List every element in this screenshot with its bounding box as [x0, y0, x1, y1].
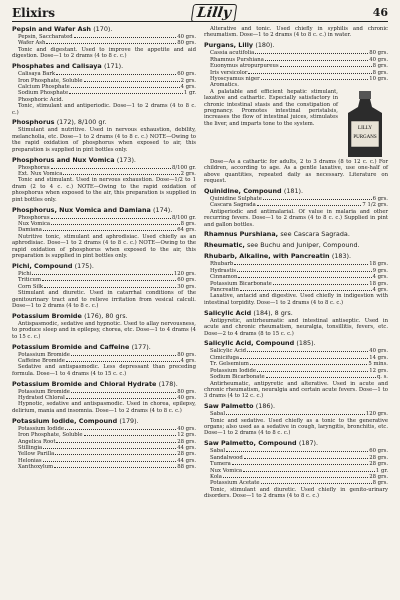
- leader-dots: [74, 34, 177, 38]
- formula-entry: [204, 231, 388, 239]
- formula-entry: [204, 340, 388, 399]
- ingredient-name: Sabal: [210, 411, 226, 418]
- ingredient-quantity: 8 grs.: [372, 69, 388, 76]
- leader-dots: [56, 71, 176, 75]
- leader-dots: [247, 348, 368, 352]
- formula-title: [12, 63, 196, 71]
- ingredient-quantity: 8 grs.: [180, 220, 196, 227]
- ingredient-name: Phosphoric Acid.: [18, 96, 64, 103]
- ingredient-name: Pancreatin: [210, 287, 239, 294]
- leader-dots: [71, 84, 180, 88]
- leader-dots: [42, 277, 176, 281]
- leader-dots: [69, 90, 183, 94]
- ingredient-name: Potassium Acetate: [210, 480, 260, 487]
- formula-name: Salicylic Acid, Compound: [204, 339, 295, 348]
- leader-dots: [54, 464, 176, 468]
- leader-dots: [46, 40, 176, 44]
- ingredient-quantity: 18 grs.: [369, 280, 388, 287]
- leader-dots: [240, 355, 368, 359]
- formula-description: A palatable and efficient hepatic stimulant, laxative and cathartic. Especially satisfactory in chronic intestinal stasis and the constipation of pregnancy. Promotes intestinal peristalsis, increases the flow of intestinal juices, stimulates the liver, and imparts tone to the system.: [204, 88, 338, 127]
- bottle-label-product: PURGANS: [353, 134, 377, 140]
- ingredient-name: Calcium Phosphate: [18, 83, 70, 90]
- formula-number: (175).: [74, 261, 94, 270]
- ingredient-name: Damiana: [18, 227, 42, 234]
- formula-name: Pepsin and Wafer Ash: [12, 25, 91, 33]
- leader-dots: [43, 227, 176, 231]
- leader-dots: [243, 468, 375, 472]
- ingredient-quantity: 10 grs.: [369, 75, 388, 82]
- ingredient-quantity: 28 grs.: [369, 461, 388, 468]
- ingredient-quantity: 4 grs.: [180, 357, 196, 364]
- ingredient-quantity: 40 grs.: [177, 395, 196, 402]
- formula-description: Laxative, antacid and digestive. Used chiefly in indigestion with intestinal torpidity. Dose—1 to 2 drams (4 to 8 c. c.): [204, 293, 388, 306]
- formula-number: (184), 8 grs.: [253, 308, 293, 317]
- leader-dots: [226, 411, 365, 415]
- formula-title: [204, 42, 388, 50]
- ingredient-name: Rhubarb: [210, 261, 234, 268]
- leader-dots: [84, 432, 177, 436]
- formula-number: (180).: [255, 41, 275, 50]
- formula-name: Saw Palmetto: [204, 402, 254, 411]
- leader-dots: [240, 287, 372, 291]
- ingredient-name: Tumera: [210, 461, 231, 468]
- leader-dots: [263, 196, 372, 200]
- ingredient-quantity: 88 grs.: [177, 464, 196, 471]
- formula-description: Alterative and tonic. Used chiefly in syphilis and chronic rheumatism. Dose—1 to 2 drams (4 to 8 c. c.) in water.: [204, 26, 388, 39]
- formula-name: Phosphorus: [12, 118, 55, 127]
- leader-dots: [255, 50, 368, 54]
- formula-entry: [12, 418, 196, 471]
- ingredient-quantity: 28 grs.: [369, 454, 388, 461]
- formula-name: Phosphorus and Nux Vomica: [12, 155, 115, 164]
- ingredient-quantity: 28 grs.: [369, 473, 388, 480]
- ingredient-name: Wafer Ash: [18, 40, 46, 47]
- formula-description: Hypnotic, sedative and antispasmodic. Used in chorea, epilepsy, delirium, mania and insomnia. Dose—1 to 2 drams (4 to 8 c. c.): [12, 401, 196, 414]
- formula-name: Pichi, Compound: [12, 261, 73, 270]
- formula-entry: [204, 188, 388, 228]
- formula-description: Antispasmodic, sedative and hypnotic. Used to allay nervousness, to produce sleep and in epilepsy, chorea, etc. Dose—1 to 4 drams (4 to 15 c. c.): [12, 320, 196, 340]
- formula-title: [204, 188, 388, 196]
- ingredient-quantity: 4 grs.: [372, 274, 388, 281]
- leader-dots: [32, 271, 173, 275]
- formula-title: [12, 344, 196, 352]
- lilly-logo: Lilly: [191, 4, 237, 22]
- right-column: [204, 26, 388, 503]
- ingredient-quantity: 60 grs.: [369, 448, 388, 455]
- formula-entry: [12, 207, 196, 260]
- formula-description: Stimulant and diuretic. Used in catarrhal conditions of the genitourinary tract and to relieve irritation from vesical calculi. Dose—1 to 2 drams (4 to 8 c. c.): [12, 290, 196, 309]
- leader-dots: [55, 451, 176, 455]
- leader-dots: [226, 448, 368, 452]
- ingredient-name: Salicylic Acid: [210, 348, 247, 355]
- ingredient-quantity: 80 grs.: [177, 40, 196, 47]
- ingredient-name: Quinidine Sulphate: [210, 195, 262, 202]
- ingredient-quantity: 5 mins.: [368, 361, 388, 368]
- section-title: Elixirs: [12, 5, 56, 20]
- formula-number: (187).: [298, 439, 319, 448]
- formula-title: [12, 263, 196, 271]
- formula-number: see Buchu and Juniper, Compound.: [247, 241, 360, 250]
- formula-title: [204, 310, 388, 318]
- ingredient-name: Hydrastis: [210, 267, 236, 274]
- ingredient-quantity: 28 grs.: [177, 438, 196, 445]
- ingredient-quantity: 7 1/2 grs.: [362, 202, 388, 209]
- leader-dots: [266, 374, 376, 378]
- ingredient-name: Potassium Iodide: [210, 367, 256, 374]
- ingredient-name: Sandalwood: [210, 454, 243, 461]
- leader-dots: [238, 274, 371, 278]
- formula-name: Salicylic Acid: [204, 308, 252, 317]
- ingredient-quantity: 60 grs.: [177, 71, 196, 78]
- ingredient-quantity: 44 grs.: [177, 445, 196, 451]
- formula-number: (183).: [331, 252, 352, 261]
- formula-title: [12, 418, 196, 426]
- formula-number: see Cascara Sagrada.: [280, 230, 350, 239]
- formula-description: Tonic and sedative. Used chiefly as a tonic to the generative organs; also used as a sedative in cough, laryngitis, bronchitis, etc. Dose—1 to 2 drams (4 to 8 c. c.): [204, 417, 388, 437]
- ingredient-quantity: 64 grs.: [177, 227, 196, 234]
- formula-title: [12, 157, 196, 165]
- ingredient-quantity: 40 grs.: [369, 56, 388, 63]
- page-number: 46: [372, 6, 388, 19]
- ingredient-quantity: 120 grs.: [173, 270, 196, 277]
- ingredient-quantity: 80 grs.: [177, 388, 196, 395]
- ingredient-name: Ext. Nux Vomica: [18, 171, 63, 177]
- formula-entry: [204, 242, 388, 250]
- leader-dots: [56, 439, 176, 443]
- ingredient-name: Potassium Iodide: [18, 425, 64, 432]
- ingredient-quantity: 4 grs.: [372, 287, 388, 294]
- formula-number: (181).: [283, 186, 304, 195]
- ingredient-name: Cassia acutifolia: [210, 50, 255, 57]
- ingredient-name: Corn Silk: [18, 283, 44, 290]
- ingredient-name: Cinnamon: [210, 274, 238, 281]
- formula-number: (185).: [296, 339, 316, 348]
- formula-name: Saw Palmetto, Compound: [204, 439, 297, 448]
- ingredient-name: Hydrated Chloral: [18, 395, 65, 402]
- ingredient-name: Phosphorus: [18, 164, 50, 171]
- ingredient-quantity: 2 grs.: [180, 77, 196, 84]
- ingredient-quantity: 8/100 gr.: [172, 214, 196, 221]
- formula-description: Sedative and antispasmodic. Less depressant than preceding formula. Dose—1 to 4 drams (4 to 15 c. c.): [12, 364, 196, 377]
- formula-description: Antiperiodic and antimalarial. Of value in malaria and other recurring fevers. Dose—1 to 2 drams (4 to 8 c. c.) Supplied in pint and gallon bottles.: [204, 208, 388, 228]
- leader-dots: [248, 70, 371, 74]
- ingredient-quantity: 12 grs.: [177, 432, 196, 439]
- formula-number: (172), 8/100 gr.: [56, 118, 107, 127]
- ingredient-quantity: 1 gr.: [375, 467, 388, 474]
- leader-dots: [280, 63, 372, 67]
- ingredient-quantity: q. s.: [376, 374, 388, 381]
- leader-dots: [265, 57, 368, 61]
- ingredient-name: Cimicifuga: [210, 354, 240, 361]
- formula-entry: [12, 63, 196, 116]
- ingredient-name: Tr. Gelsemium: [210, 361, 249, 368]
- leader-dots: [43, 458, 177, 462]
- ingredient-quantity: 30 grs.: [177, 283, 196, 290]
- formula-name: Purgans, Lilly: [204, 41, 254, 50]
- leader-dots: [84, 78, 180, 82]
- formula-entry: [204, 26, 388, 39]
- ingredient-name: Hyoscyamus niger: [210, 75, 260, 82]
- formula-entry: [204, 440, 388, 499]
- leader-dots: [51, 165, 171, 169]
- ingredient-name: Aromatics.: [210, 82, 239, 89]
- bottle-section: [204, 89, 388, 159]
- ingredient-quantity: 4 grs.: [180, 83, 196, 90]
- formula-name: Potassium Bromide and Caffeine: [12, 342, 130, 351]
- leader-dots: [237, 268, 372, 272]
- ingredient-quantity: 8 grs.: [372, 480, 388, 487]
- ingredient-quantity: 80 grs.: [177, 351, 196, 358]
- formula-entry: [12, 157, 196, 203]
- ingredient-quantity: 40 grs.: [369, 348, 388, 355]
- formula-description: Tonic, stimulant and diuretic. Used chiefly in genito-urinary disorders. Dose—1 to 2 drams (4 to 8 c. c.): [204, 486, 388, 500]
- leader-dots: [66, 358, 180, 362]
- leader-dots: [261, 480, 372, 484]
- ingredient-name: Sabal: [210, 448, 226, 455]
- ingredient-quantity: 40 grs.: [177, 425, 196, 432]
- formula-number: (179).: [119, 416, 139, 425]
- formula-title: [12, 207, 196, 215]
- ingredient-name: Helonias: [18, 457, 42, 464]
- left-column: [12, 26, 196, 503]
- formula-number: (173).: [116, 155, 136, 164]
- formula-number: (186).: [255, 402, 276, 411]
- formula-entry: [204, 253, 388, 306]
- formula-entry: [204, 42, 388, 184]
- formula-title: [204, 440, 388, 448]
- formula-description: Tonic and digestant. Used to improve the appetite and aid digestion. Dose—1 to 2 drams (4 to 8 c. c.): [12, 46, 196, 60]
- leader-dots: [51, 221, 180, 225]
- formula-title: [204, 403, 388, 411]
- formula-number: (177).: [131, 342, 151, 351]
- formula-description: Nutritive tonic, stimulant and aphrodisiac. Used chiefly as an aphrodisiac. Dose—1 to 2 drams (4 to 8 c. c.) NOTE—Owing to the rapid oxidation of phosphorus when exposed to the air, this preparation is supplied in pint bottles only.: [12, 233, 196, 259]
- ingredient-name: Calisaya Bark: [18, 71, 56, 78]
- ingredient-name: Kola: [210, 473, 222, 480]
- formula-description: Tonic and stimulant. Used in nervous exhaustion. Dose—1/2 to 1 dram (2 to 4 c. c.) NOTE—Owing to the rapid oxidation of phosphorus when exposed to the air, this preparation is supplied in pint bottles only.: [12, 177, 196, 203]
- formula-name: Potassium Bromide and Chloral Hydrate: [12, 379, 157, 388]
- ingredient-name: Potassium Bicarbonate: [210, 280, 272, 287]
- ingredient-name: Iron Phosphate, Soluble: [18, 432, 83, 439]
- formula-name: Rheumatic,: [204, 241, 245, 250]
- formula-entry: [12, 313, 196, 340]
- ingredient-quantity: 28 grs.: [177, 451, 196, 458]
- leader-dots: [234, 261, 368, 265]
- ingredient-name: Iron Phosphate, Soluble: [18, 77, 83, 84]
- leader-dots: [273, 281, 369, 285]
- ingredient-quantity: 18 grs.: [369, 261, 388, 268]
- formula-name: Quinidine, Compound: [204, 186, 282, 195]
- ingredient-quantity: 14 grs.: [369, 354, 388, 361]
- ingredient-name: Angelica Root: [18, 438, 56, 445]
- ingredient-quantity: 44 grs.: [177, 457, 196, 464]
- ingredient-quantity: 80 grs.: [369, 50, 388, 57]
- ingredient-name: Sodium Phosphate: [18, 90, 69, 97]
- leader-dots: [244, 455, 369, 459]
- bottle-label-brand: LILLY: [358, 125, 372, 131]
- formula-entry: [12, 119, 196, 153]
- ingredient-name: Pepsin, Saccharated: [18, 34, 73, 40]
- formula-title: [12, 381, 196, 389]
- formula-number: (174).: [153, 205, 173, 214]
- leader-dots: [44, 284, 176, 288]
- ingredient-name: Caffeine Bromide: [18, 357, 65, 364]
- leader-dots: [250, 361, 367, 365]
- formula-entry: [204, 310, 388, 337]
- ingredient-name: Potassium Bromide: [18, 388, 70, 395]
- ingredient-quantity: 1 gr.: [183, 90, 196, 97]
- ingredient-name: Xanthoxylum: [18, 464, 54, 471]
- ingredient-name: Nux Vomica: [210, 467, 243, 474]
- formula-description: Dose—As a cathartic for adults, 2 to 3 drams (8 to 12 c. c.) For children, according to age. As a gentle laxative, use one-half of above quantities, repeated daily as necessary. Literature on request.: [204, 158, 388, 184]
- formula-title: [12, 119, 196, 127]
- leader-dots: [51, 215, 171, 219]
- ingredient-name: Potassium Bromide: [18, 351, 70, 358]
- formula-entry: [12, 344, 196, 378]
- formula-number: (178).: [158, 379, 178, 388]
- formula-entry: [12, 263, 196, 309]
- formula-description: Antirheumatic, antipyretic and alterative. Used in acute and chronic rheumatism, neuralgia and certain acute fevers. Dose—1 to 3 drams (4 to 12 c. c.): [204, 380, 388, 400]
- leader-dots: [43, 445, 176, 449]
- leader-dots: [66, 395, 176, 399]
- ingredient-name: Cascara Sagrada: [210, 202, 256, 209]
- leader-dots: [71, 352, 176, 356]
- leader-dots: [63, 171, 179, 175]
- ingredient-row: [12, 464, 196, 470]
- formula-title: [204, 231, 388, 239]
- formula-entry: [12, 26, 196, 60]
- formula-name: Rhamnus Purshiana,: [204, 230, 279, 239]
- formula-description: Tonic, stimulant and antiperiodic. Dose—1 to 2 drams (4 to 8 c. c.): [12, 103, 196, 116]
- ingredient-name: Iris versicolor: [210, 69, 248, 76]
- formula-title: [204, 340, 388, 348]
- ingredient-quantity: 12 grs.: [369, 367, 388, 374]
- ingredient-name: Pichi: [18, 270, 32, 277]
- leader-dots: [223, 474, 368, 478]
- formula-name: Phosphates and Calisaya: [12, 62, 102, 71]
- formula-number: (176), 80 grs.: [84, 311, 128, 320]
- formula-entry: [12, 381, 196, 415]
- leader-dots: [257, 202, 362, 206]
- formula-title: [12, 26, 196, 34]
- formula-description: Antipyretic, antirheumatic and intestinal antiseptic. Used in acute and chronic rheumatism, neuralgia, tonsillitis, fevers, etc. Dose—2 to 4 drams (8 to 15 c. c.): [204, 317, 388, 337]
- ingredient-quantity: 6 grs.: [372, 195, 388, 202]
- leader-dots: [65, 426, 176, 430]
- formula-title: [204, 242, 388, 250]
- ingredient-quantity: 8 grs.: [372, 63, 388, 70]
- leader-dots: [257, 368, 368, 372]
- ingredient-name: Phosphorus: [18, 214, 50, 221]
- bottle-illustration: [342, 89, 388, 159]
- ingredient-quantity: 120 grs.: [365, 411, 388, 418]
- formula-title: [204, 253, 388, 261]
- ingredient-name: Stillingia: [18, 445, 43, 451]
- formula-number: (170).: [93, 25, 113, 33]
- formula-name: Phosphorus, Nux Vomica and Damiana: [12, 205, 151, 214]
- formula-description: Stimulant and nutritive. Used in nervous exhaustion, debility, melancholia, etc. Dose—1 to 2 drams (4 to 8 c. c.) NOTE—Owing to the rapid oxidation of phosphorus when exposed to air, this preparation is supplied in pint bottles only.: [12, 127, 196, 153]
- formula-number: (171).: [103, 62, 124, 71]
- ingredient-quantity: 9 grs.: [372, 267, 388, 274]
- ingredient-name: Triticum: [18, 277, 41, 284]
- leader-dots: [261, 76, 369, 80]
- ingredient-name: Yellow Parilla: [18, 451, 55, 458]
- ingredient-name: Euonymus atropurpureus: [210, 63, 279, 70]
- ingredient-quantity: 8/100 gr.: [172, 164, 196, 171]
- formula-name: Potassium Bromide: [12, 311, 82, 320]
- ingredient-name: Rhamnus Purshiana: [210, 56, 264, 63]
- leader-dots: [232, 461, 368, 465]
- ingredient-name: Sodium Bicarbonate: [210, 374, 265, 381]
- ingredient-quantity: 40 grs.: [177, 34, 196, 40]
- ingredient-quantity: 60 grs.: [177, 277, 196, 284]
- ingredient-name: Nux Vomica: [18, 220, 51, 227]
- leader-dots: [71, 389, 176, 393]
- formula-entry: [204, 403, 388, 437]
- ingredient-quantity: 2 grs.: [180, 171, 196, 177]
- formula-name: Rhubarb, Alkaline, with Pancreatin: [204, 252, 330, 261]
- formula-title: [12, 313, 196, 321]
- page-header: [12, 4, 388, 22]
- formula-name: Potassium Iodide, Compound: [12, 416, 118, 425]
